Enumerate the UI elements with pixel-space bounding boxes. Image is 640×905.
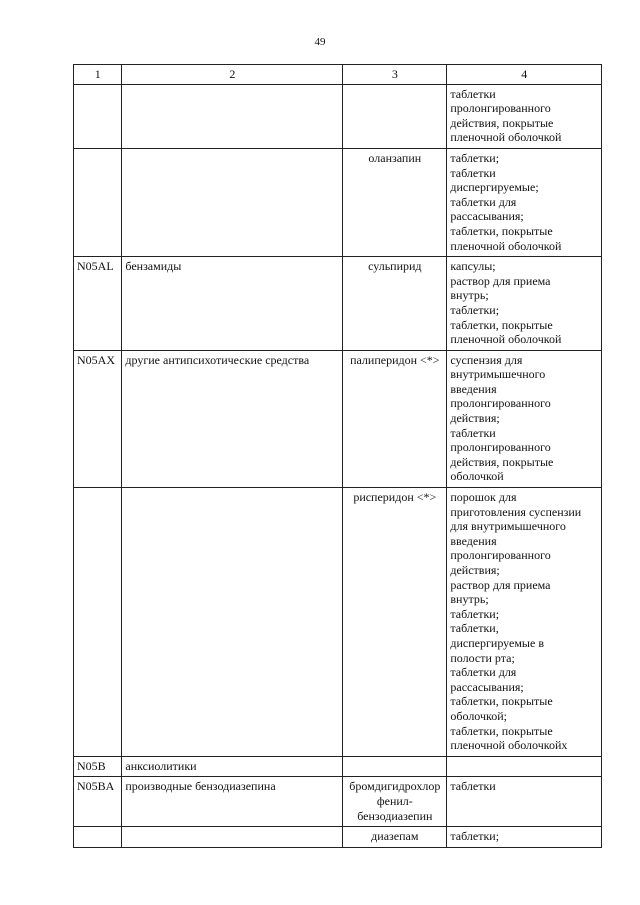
drug-name-cell: бромдигидрохлор фенил- бензодиазепин — [343, 777, 447, 827]
pharm-group-cell: производные бензодиазепина — [122, 777, 343, 827]
pharm-group-cell — [122, 84, 343, 148]
pharm-group-cell — [122, 148, 343, 256]
atc-code-cell: N05AX — [74, 350, 122, 487]
dosage-forms-cell: порошок для приготовления суспензии для внутримышечного введения пролонгированного действия; раствор для приема внутрь; таблетки; таблетки, диспергируемые в полости рта; таблетки для рассасывания; таблетки, покрытые оболочкой; таблетки, покрытые пленочной оболочкойх — [447, 488, 602, 757]
drug-name-cell: оланзапин — [343, 148, 447, 256]
dosage-forms-cell: капсулы; раствор для приема внутрь; таблетки; таблетки, покрытые пленочной оболочкой — [447, 257, 602, 351]
table-header-row — [74, 65, 602, 85]
pharm-group-cell — [122, 827, 343, 848]
dosage-forms-cell — [447, 756, 602, 777]
drug-name-cell — [343, 84, 447, 148]
header-col-4: 4 — [447, 65, 602, 85]
atc-code-cell: N05AL — [74, 257, 122, 351]
table-row — [74, 777, 602, 827]
dosage-forms-cell: таблетки — [447, 777, 602, 827]
pharm-group-cell: другие антипсихотические средства — [122, 350, 343, 487]
table-row — [74, 148, 602, 256]
drug-name-cell — [343, 756, 447, 777]
header-col-1: 1 — [74, 65, 122, 85]
table-row — [74, 488, 602, 757]
page-number: 49 — [314, 36, 326, 48]
pharm-group-cell: анксиолитики — [122, 756, 343, 777]
atc-code-cell: N05B — [74, 756, 122, 777]
table-row — [74, 350, 602, 487]
drug-name-cell: диазепам — [343, 827, 447, 848]
table-row — [74, 84, 602, 148]
dosage-forms-cell: суспензия для внутримышечного введения пролонгированного действия; таблетки пролонгированного действия, покрытые оболочкой — [447, 350, 602, 487]
dosage-forms-cell: таблетки; — [447, 827, 602, 848]
dosage-forms-cell: таблетки; таблетки диспергируемые; таблетки для рассасывания; таблетки, покрытые пленочной оболочкой — [447, 148, 602, 256]
atc-code-cell — [74, 488, 122, 757]
table-row — [74, 756, 602, 777]
atc-code-cell — [74, 148, 122, 256]
atc-code-cell — [74, 827, 122, 848]
table-body — [74, 84, 602, 847]
drug-name-cell: сульпирид — [343, 257, 447, 351]
drug-list-table — [73, 64, 602, 848]
atc-code-cell — [74, 84, 122, 148]
dosage-forms-cell: таблетки пролонгированного действия, покрытые пленочной оболочкой — [447, 84, 602, 148]
drug-name-cell: рисперидон <*> — [343, 488, 447, 757]
table-row — [74, 257, 602, 351]
pharm-group-cell — [122, 488, 343, 757]
atc-code-cell: N05BA — [74, 777, 122, 827]
table-row — [74, 827, 602, 848]
pharm-group-cell: бензамиды — [122, 257, 343, 351]
header-col-2: 2 — [122, 65, 343, 85]
drug-name-cell: палиперидон <*> — [343, 350, 447, 487]
header-col-3: 3 — [343, 65, 447, 85]
